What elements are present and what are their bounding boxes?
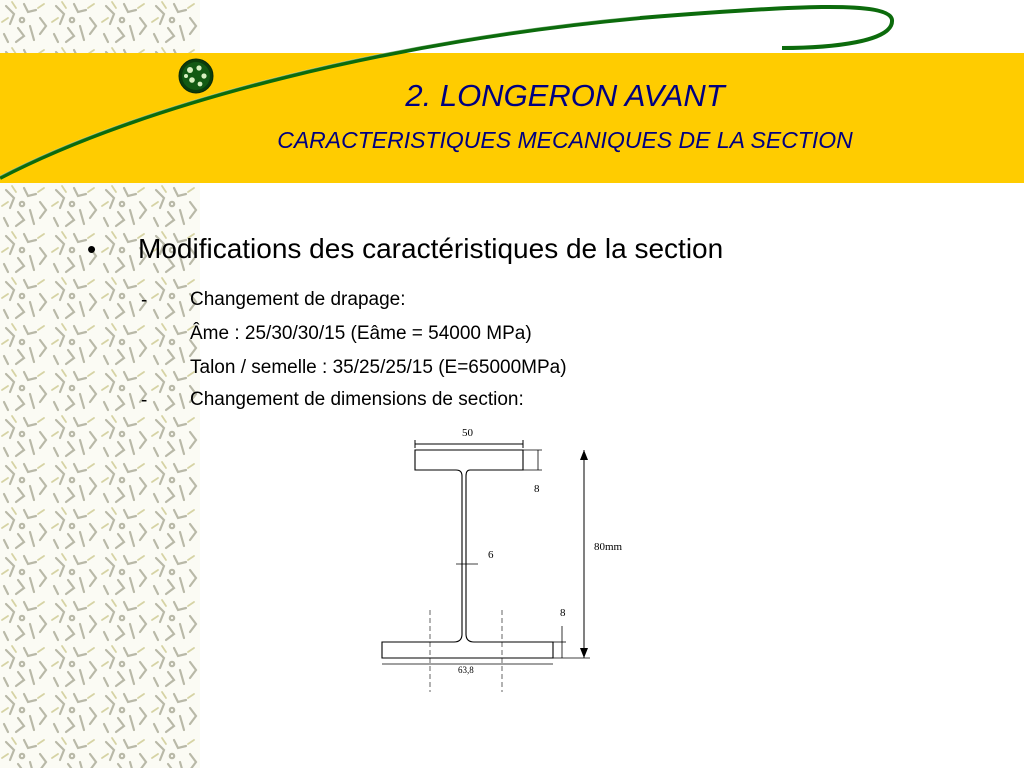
i-beam-drawing <box>370 420 670 700</box>
bullet-marker: • <box>87 234 97 264</box>
slide-title: 2. LONGERON AVANT <box>405 78 725 113</box>
i-beam-section-diagram <box>370 420 670 700</box>
sub-item-dimensions: Changement de dimensions de section: <box>190 389 524 410</box>
dash-marker: - <box>141 290 148 311</box>
dim-web-thickness: 6 <box>488 549 494 561</box>
header-pattern-overlay <box>0 53 200 183</box>
dim-bottom-flange-width: 63,8 <box>458 665 474 675</box>
slide-subtitle: CARACTERISTIQUES MECANIQUES DE LA SECTION <box>277 127 853 153</box>
dim-bottom-flange-thickness: 8 <box>560 607 566 619</box>
dim-total-height: 80mm <box>594 541 623 553</box>
i-beam-outline <box>382 450 553 658</box>
dim-top-flange-thickness: 8 <box>534 483 540 495</box>
dim-top-flange-width: 50 <box>462 427 473 439</box>
sub-item-talon-semelle: Talon / semelle : 35/25/25/15 (E=65000MPa) <box>190 357 567 378</box>
sub-item-drapage: Changement de drapage: <box>190 289 406 310</box>
sub-item-ame: Âme : 25/30/30/15 (Eâme = 54000 MPa) <box>190 323 532 344</box>
dash-marker: - <box>141 390 148 411</box>
main-bullet-text: Modifications des caractéristiques de la section <box>138 233 724 264</box>
